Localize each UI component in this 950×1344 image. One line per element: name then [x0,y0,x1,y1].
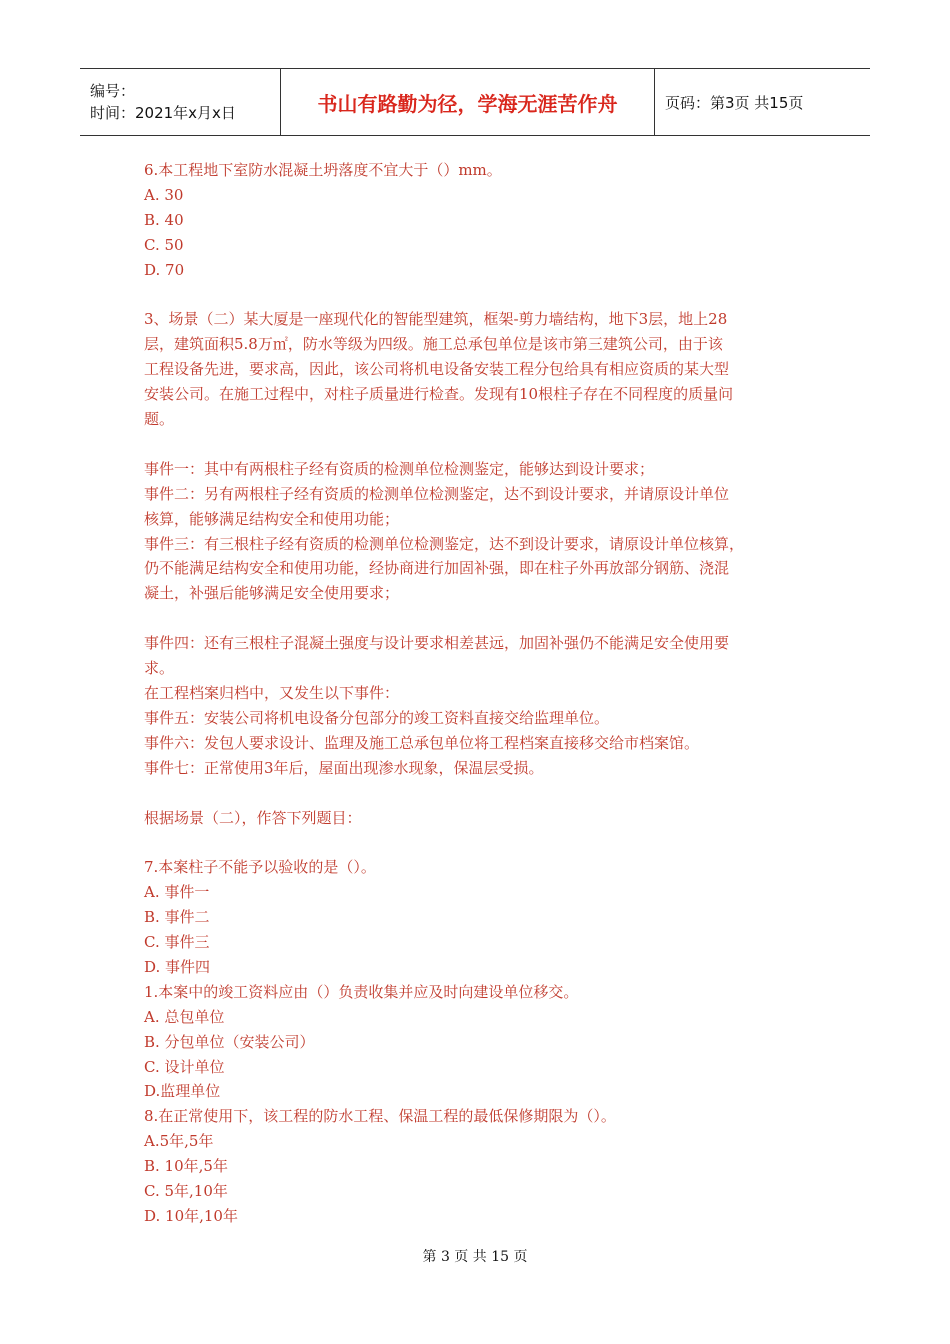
text-line: 事件七：正常使用3年后，屋面出现渗水现象，保温层受损。 [144,758,544,777]
text-line: B. 事件二 [144,908,210,927]
document-body [144,158,814,1229]
text-line: 题。 [144,410,175,429]
text-line: B. 分包单位（安装公司） [144,1032,315,1051]
text-line: A. 总包单位 [144,1007,225,1026]
text-line: 凝土，补强后能够满足安全使用要求； [144,584,400,603]
text-line: A. 事件一 [144,883,210,902]
blank-line [144,781,814,806]
text-line: 根据场景（二），作答下列题目： [144,808,362,827]
text-line: B. 40 [144,210,184,229]
text-line: 安装公司。在施工过程中，对柱子质量进行检查。发现有10根柱子存在不同程度的质量问 [144,385,734,404]
text-line: B. 10年,5年 [144,1157,228,1176]
text-line: A.5年,5年 [144,1132,214,1151]
blank-line [144,283,814,308]
text-line: 事件四：还有三根柱子混凝土强度与设计要求相差甚远，加固补强仍不能满足安全使用要 [144,634,730,653]
text-line: 仍不能满足结构安全和使用功能，经协商进行加固补强，即在柱子外再放部分钢筋、浇混 [144,559,730,578]
text-line: A. 30 [144,185,184,204]
time-label: 时间：2021年x月x日 [90,104,236,122]
page-footer: 第 3 页 共 15 页 [422,1249,528,1265]
header-motto: 书山有路勤为径，学海无涯苦作舟 [281,69,655,135]
number-label: 编号： [90,82,136,100]
header-page-label: 页码：第3页 共15页 [665,93,804,112]
text-line: 在工程档案归档中，又发生以下事件： [144,683,400,702]
text-line: D. 事件四 [144,957,211,976]
text-line: 核算，能够满足结构安全和使用功能； [144,509,400,528]
text-line: 事件六：发包人要求设计、监理及施工总承包单位将工程档案直接移交给市档案馆。 [144,733,700,752]
text-line: D. 10年,10年 [144,1206,238,1225]
text-line: 层，建筑面积5.8万㎡，防水等级为四级。施工总承包单位是该市第三建筑公司，由于该 [144,335,723,354]
text-line: D. 70 [144,260,185,279]
header-info [80,69,281,135]
text-line: 7.本案柱子不能予以验收的是（）。 [144,858,376,877]
blank-line [144,432,814,457]
blank-line [144,606,814,631]
text-line: 事件一：其中有两根柱子经有资质的检测单位检测鉴定，能够达到设计要求； [144,459,655,478]
text-line: C. 设计单位 [144,1057,225,1076]
blank-line [144,830,814,855]
text-line: 求。 [144,659,175,678]
text-line: 6.本工程地下室防水混凝土坍落度不宜大于（）mm。 [144,161,502,179]
text-line: 工程设备先进，要求高，因此，该公司将机电设备安装工程分包给具有相应资质的某大型 [144,360,730,379]
text-line: D.监理单位 [144,1082,221,1101]
text-line: C. 事件三 [144,933,210,952]
text-line: 事件三：有三根柱子经有资质的检测单位检测鉴定，达不到设计要求，请原设计单位核算， [144,534,745,553]
text-line: 8.在正常使用下，该工程的防水工程、保温工程的最低保修期限为（）。 [144,1107,616,1126]
text-line: C. 5年,10年 [144,1182,228,1201]
page-header [80,68,870,136]
text-line: 事件五：安装公司将机电设备分包部分的竣工资料直接交给监理单位。 [144,708,610,727]
text-line: C. 50 [144,235,184,254]
text-line: 事件二：另有两根柱子经有资质的检测单位检测鉴定，达不到设计要求，并请原设计单位 [144,484,730,503]
text-line: 1.本案中的竣工资料应由（）负责收集并应及时向建设单位移交。 [144,982,579,1001]
text-line: 3、场景（二）某大厦是一座现代化的智能型建筑，框架-剪力墙结构，地下3层，地上28 [144,310,728,329]
